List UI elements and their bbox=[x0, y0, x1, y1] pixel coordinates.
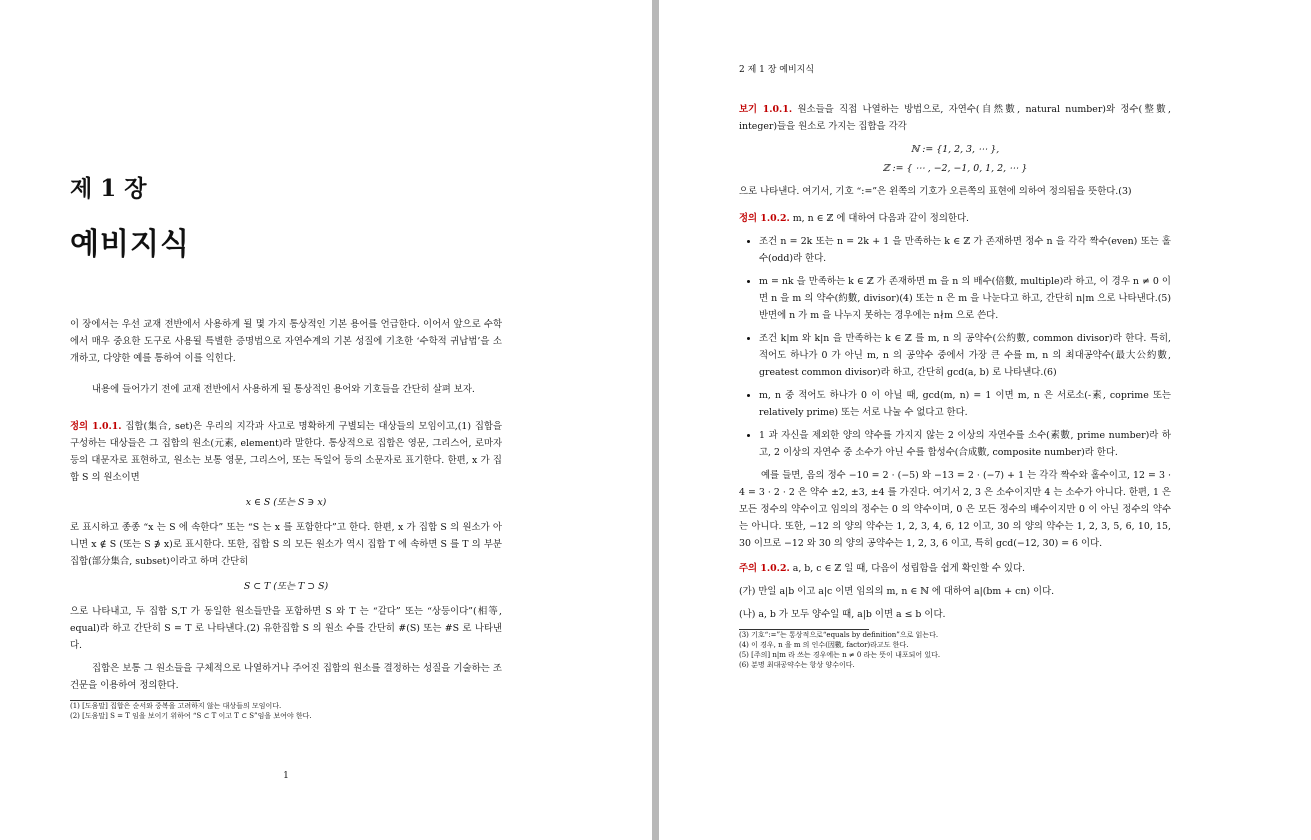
left-page bbox=[0, 0, 652, 840]
set-notation-paragraph: 로 표시하고 종종 “x 는 S 에 속한다” 또는 “S 는 x 를 포함한다”고 한다. 한편, x 가 집합 S 의 원소가 아니면 x ∉ S (또는 S ∌ x)로 표시한다. 또한, 집합 S 의 모든 원소가 역시 집합 T 에 속하면 S 를 T 의 부분집합(部分集合, subset)이라고 하며 간단히 bbox=[70, 522, 502, 567]
examples-paragraph: 예를 들면, 음의 정수 −10 = 2 · (−5) 와 −13 = 2 · (−7) + 1 는 각각 짝수와 홀수이고, 12 = 3 · 4 = 3 · 2 · 2 은 약수 ±2, ±3, ±4 를 가진다. 여기서 2, 3 은 소수이지만 4 는 소수가 아니다. 한편, 1 은 모든 정수의 약수이고 임의의 정수는 0 의 약수이며, 0 은 모든 정수의 배수이지만 0 이 아닌 정수의 약수는 아니다. 또한, −12 의 양의 약수는 1, 2, 3, 4, 6, 12 이고, 30 의 양의 약수는 1, 2, 3, 5, 6, 10, 15, 30 이므로 −12 와 30 의 양의 공약수는 1, 2, 3, 6 이고, 특히 gcd(−12, 30) = 6 이다. bbox=[739, 470, 1171, 549]
intro-paragraph-1: 이 장에서는 우선 교재 전반에서 사용하게 될 몇 가지 통상적인 기본 용어를 언급한다. 이어서 앞으로 수학에서 매우 중요한 도구로 사용될 특별한 증명법으로 자연수계의 기본 성질에 기초한 ‘수학적 귀납법’을 소개하고, 다양한 예를 통하여 이를 익힌다. bbox=[70, 319, 502, 364]
footnote-1: (1) [도움말] 집합은 순서와 중복을 고려하지 않는 대상들의 모임이다. bbox=[70, 702, 282, 710]
footnote-3: (3) 기호“:=”는 통상적으로“equals by definition”으로 읽는다. bbox=[739, 631, 939, 639]
page-number: 1 bbox=[283, 771, 289, 781]
display-equation-1: x ∈ S (또는 S ∋ x) bbox=[245, 497, 327, 508]
chapter-title: 예비지식 bbox=[70, 227, 190, 262]
list-item: • 조건 n = 2k 또는 n = 2k + 1 을 만족하는 k ∈ ℤ 가 존재하면 정수 n 을 각각 짝수(even) 또는 홀수(odd)라 한다. bbox=[759, 233, 1171, 267]
note-text: a, b, c ∈ ℤ 일 때, 다음이 성립함을 쉽게 확인할 수 있다. bbox=[792, 563, 1025, 574]
equality-paragraph: 으로 나타내고, 두 집합 S,T 가 동일한 원소들만을 포함하면 S 와 T 는 “같다” 또는 “상등이다”(相等, equal)라 하고 간단히 S = T 로 나타낸다.(2) 유한집합 S 의 원소 수를 간단히 #(S) 또는 #S 로 나타낸다. bbox=[70, 606, 502, 651]
list-item: • m, n 중 적어도 하나가 0 이 아닐 때, gcd(m, n) = 1 이면 m, n 은 서로소(-素, coprime 또는 relatively prime) 또는 서로 나눌 수 없다고 한다. bbox=[759, 387, 1171, 421]
note-1-0-2 bbox=[739, 560, 1171, 577]
set-definition-paragraph: 집합은 보통 그 원소들을 구체적으로 나열하거나 주어진 집합의 원소를 결정하는 성질을 기술하는 조건문을 이용하여 정의한다. bbox=[70, 663, 502, 691]
definition-1-0-2 bbox=[739, 210, 1171, 227]
list-item: • 1 과 자신을 제외한 양의 약수를 가지지 않는 2 이상의 자연수를 소수(素數, prime number)라 하고, 2 이상의 자연수 중 소수가 아닌 수를 합성수(合成數, composite number)라 한다. bbox=[759, 427, 1171, 461]
example-1-0-1 bbox=[739, 101, 1171, 135]
definition-label: 정의 1.0.1. bbox=[70, 421, 122, 432]
display-equation-2: S ⊂ T (또는 T ⊃ S) bbox=[243, 581, 329, 592]
note-label: 주의 1.0.2. bbox=[739, 563, 790, 574]
list-item: • m = nk 을 만족하는 k ∈ ℤ 가 존재하면 m 을 n 의 배수(倍數, multiple)라 하고, 이 경우 n ≠ 0 이면 n 을 m 의 약수(約數, divisor)(4) 또는 n 은 m 을 나눈다고 하고, 간단히 n|m 으로 나타낸다.(5) 반면에 n 가 m 을 나누지 못하는 경우에는 n∤m 으로 쓴다. bbox=[759, 273, 1171, 324]
example-text: 원소들을 직접 나열하는 방법으로, 자연수(自然數, natural number)와 정수(整數, integer)들을 원소로 가지는 집합을 각각 bbox=[739, 104, 1171, 132]
footnote-2: (2) [도움말] S = T 임을 보이기 위하여 “S ⊂ T 이고 T ⊂ S”임을 보여야 한다. bbox=[70, 712, 312, 720]
example-after-text: 으로 나타낸다. 여기서, 기호 “:=”은 왼쪽의 기호가 오른쪽의 표현에 의하여 정의됨을 뜻한다.(3) bbox=[739, 186, 1132, 197]
list-item: • 조건 k|m 와 k|n 을 만족하는 k ∈ ℤ 를 m, n 의 공약수(公約數, common divisor)라 한다. 특히, 적어도 하나가 0 가 아닌 m, n 의 공약수 중에서 가장 큰 수를 m, n 의 최대공약수(最大公約數, greatest common divisor)라 하고, 간단히 gcd(a, b) 로 나타낸다.(6) bbox=[759, 330, 1171, 381]
footnote-6: (6) 분명 최대공약수는 항상 양수이다. bbox=[739, 661, 855, 669]
right-page bbox=[659, 0, 1311, 840]
definition-text: 집합(集合, set)은 우리의 지각과 사고로 명확하게 구별되는 대상들의 모임이고,(1) 집합을 구성하는 대상들은 그 집합의 원소(元素, element)라 말한다. 통상적으로 집합은 영문, 그리스어, 로마자 등의 대문자로 표현하고, 원소는 보통 영문, 그리스어, 또는 독일어 등의 소문자로 표기한다. 한편, x 가 집합 S 의 원소이면 bbox=[70, 421, 502, 483]
running-header: 2 제 1 장 예비지식 bbox=[739, 65, 815, 75]
footnote-5: (5) [주의] n|m 라 쓰는 경우에는 n ≠ 0 라는 뜻이 내포되어 있다. bbox=[739, 651, 941, 659]
display-integers: ℤ := { ⋯ , −2, −1, 0, 1, 2, ⋯ } bbox=[882, 163, 1028, 174]
example-label: 보기 1.0.1. bbox=[739, 104, 793, 115]
definition-text: m, n ∈ ℤ 에 대하여 다음과 같이 정의한다. bbox=[792, 213, 969, 224]
chapter-number: 제 1 장 bbox=[70, 175, 147, 202]
note-item-a: (가) 만일 a|b 이고 a|c 이면 임의의 m, n ∈ ℕ 에 대하여 a|(bm + cn) 이다. bbox=[739, 586, 1055, 597]
definition-label: 정의 1.0.2. bbox=[739, 213, 790, 224]
display-naturals: ℕ := {1, 2, 3, ⋯ }, bbox=[910, 144, 1000, 155]
definition-bullet-list bbox=[739, 233, 1171, 461]
intro-paragraph-2: 내용에 들어가기 전에 교재 전반에서 사용하게 될 통상적인 용어와 기호들을 간단히 살펴 보자. bbox=[92, 384, 475, 395]
definition-1-0-1 bbox=[70, 418, 502, 486]
note-item-b: (나) a, b 가 모두 양수일 때, a|b 이면 a ≤ b 이다. bbox=[739, 609, 946, 620]
page-gutter bbox=[652, 0, 659, 840]
footnote-4: (4) 이 경우, n 을 m 의 인수(因數, factor)라고도 한다. bbox=[739, 641, 909, 649]
